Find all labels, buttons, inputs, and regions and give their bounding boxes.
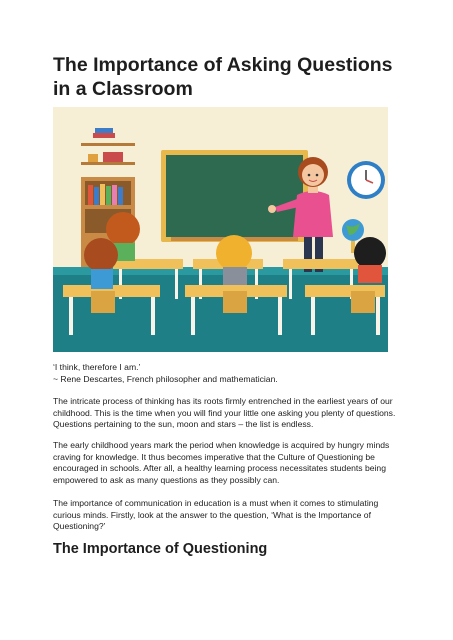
quote-block xyxy=(53,362,413,385)
section-heading: The Importance of Questioning xyxy=(53,541,268,557)
paragraph: The intricate process of thinking has its roots firmly entrenched in the earliest years of our childhood. This is the time when you will find your little one asking you plenty of questions. Questions pertaining to the sun, moon and stars – the list is endless. xyxy=(53,396,396,429)
paragraph: The early childhood years mark the period when knowledge is acquired by hungry minds craving for knowledge. It thus becomes imperative that the Culture of Questioning be encouraged in schools. After all, a healthy learning process necessitates students being empowered to ask as many questions as they possibly can. xyxy=(53,440,390,485)
quote-attribution: ~ Rene Descartes, French philosopher and mathematician. xyxy=(53,373,278,384)
quote-text: ‘I think, therefore I am.’ xyxy=(53,362,141,372)
page-title: The Importance of Asking Questions in a Classroom xyxy=(53,54,393,100)
paragraph: The importance of communication in education is a must when it comes to stimulating curious minds. Firstly, look at the answer to the question, ‘What is the Importance of Questioning?’ xyxy=(53,498,379,531)
classroom-illustration-icon xyxy=(53,107,388,352)
